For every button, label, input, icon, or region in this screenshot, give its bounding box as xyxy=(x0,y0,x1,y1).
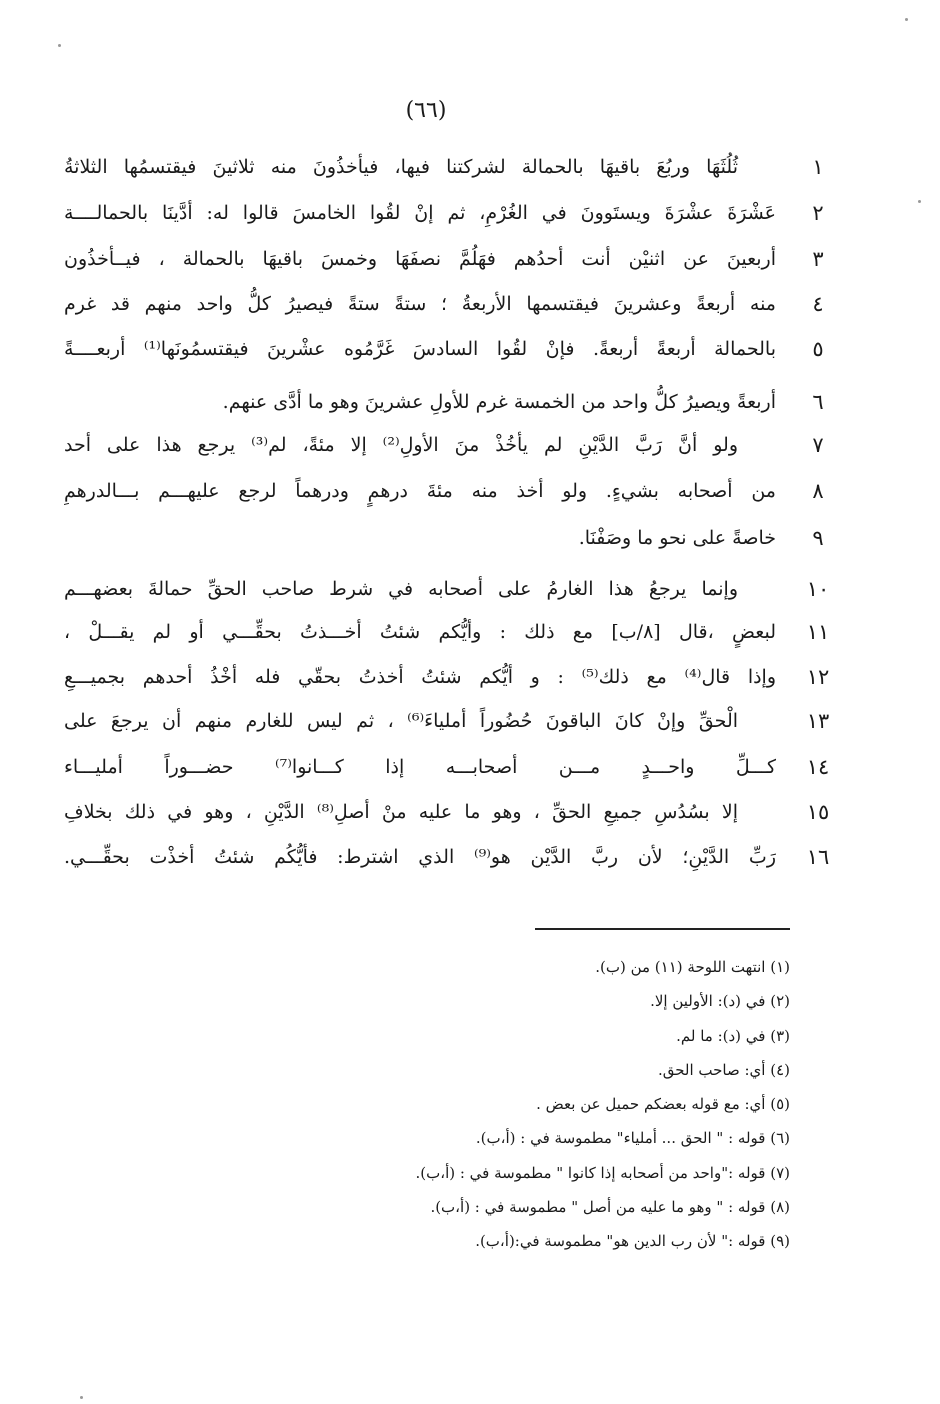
line-text: ولو أنَّ رَبَّ الدَّيْنِ لم يأخُذْ منَ الأولِ⁽²⁾ إلا مئةً، لم⁽³⁾ يرجع هذا على أحد xyxy=(64,434,739,456)
line-number: ٣ xyxy=(812,247,824,271)
line-number: ١٢ xyxy=(806,665,830,689)
line-text: وإنما يرجعُ هذا الغارمُ على أصحابه في شرط صاحب الحقِّ حمالةَ بعضهـــم xyxy=(64,578,738,600)
footnote: (٤) أي: صاحب الحق. xyxy=(657,1060,790,1079)
text-line xyxy=(38,834,848,880)
line-text: بالحمالة أربعةً أربعةً. فإنْ لقُوا السادسَ غَرَّمُوه عشْرينَ فيقتسمُونَها⁽¹⁾ أربعــــةً xyxy=(64,338,776,360)
text-line xyxy=(38,422,848,468)
line-text: كـــلِّ واحـــدٍ مـــن أصحابـــه إذا كـــانوا⁽⁷⁾ حضـــوراً أمليـــاء xyxy=(64,756,776,778)
line-text: وإذا قال⁽⁴⁾ مع ذلك⁽⁵⁾ : و أيُّكم شئتُ أخذتُ بحقّي فله أخْذُ أحدهم بجميـــعِ xyxy=(64,666,776,688)
text-line xyxy=(38,566,848,612)
text-line xyxy=(38,789,848,835)
footnote: (٦) قوله : " الحق ... أملياء" مطموسة في : (أ،ب). xyxy=(475,1129,790,1148)
line-text: ثُلُثَهَا وربُعَ باقيهَا بالحمالة لشركتنا فيها، فيأخذُونَ منه ثلاثينَ فيقتسمُها الثلاثةُ xyxy=(64,156,738,178)
footnote: (١) انتهت اللوحة (١١) من (ب). xyxy=(595,958,790,976)
line-number: ٤ xyxy=(812,292,824,316)
line-number: ٢ xyxy=(812,201,824,225)
line-text: أربعةً ويصيرُ كلُّ واحد من الخمسة غرم للأولِ عشرينَ وهو ما أدَّى عنهم. xyxy=(222,391,776,413)
footnote-separator xyxy=(535,928,790,930)
line-text: رَبِّ الدَّيْنِ؛ لأن ربَّ الدَّيْن هو⁽⁹⁾ الذي اشترط: فأيُّكُم شئتُ أخذْت بحقِّـــي. xyxy=(64,846,776,868)
text-line xyxy=(38,515,848,561)
footnote: (٣) في (د): ما لم. xyxy=(676,1026,790,1045)
text-line xyxy=(38,609,848,655)
text-line xyxy=(38,281,848,327)
line-text: إلا بسُدُسِ جميعِ الحقِّ ، وهو ما عليه منْ أصلِ⁽⁸⁾ الدَّيْنِ ، وهو في ذلك بخلافِ xyxy=(64,801,738,823)
scan-speck xyxy=(80,1396,83,1399)
line-text: أربعينَ عن اثنيْن أنت أحدُهم فهَلُمَّ نصفَهَا وخمسَ باقيهَا بالحمالة ، فيــأخذُون xyxy=(64,248,776,270)
footnote: (٨) قوله : " وهو ما عليه من أصل " مطموسة في : (أ،ب). xyxy=(430,1198,790,1217)
text-line xyxy=(38,326,848,372)
text-line xyxy=(38,744,848,790)
line-number: ١٤ xyxy=(806,755,830,779)
page-number: (٦٦) xyxy=(405,98,447,123)
line-number: ١٥ xyxy=(806,800,830,824)
line-number: ١٠ xyxy=(806,577,830,601)
line-number: ١٦ xyxy=(806,845,830,869)
footnote: (٥) أي: مع قوله بعضكم حميل عن بعض . xyxy=(536,1095,790,1114)
footnote: (٩) قوله :" لأن رب الدين هو" مطموسة في:(أ،ب). xyxy=(475,1232,790,1251)
text-line xyxy=(38,379,848,425)
line-number: ٩ xyxy=(812,526,824,550)
line-text: منه أربعةً وعشرينَ فيقتسمها الأربعةُ ؛ ستةً ستةً فيصيرُ كلُّ واحد منهم قد غرم xyxy=(64,293,776,315)
scan-speck xyxy=(58,44,61,47)
line-text: عَشْرَةَ عشْرَةَ ويستَوونَ في الغُرْمِ، ثم إنْ لقُوا الخامسَ قالوا له: أدَّينَا بالحمالــــة xyxy=(64,202,776,224)
footnotes xyxy=(230,950,790,1259)
scan-speck xyxy=(918,200,921,203)
line-number: ٥ xyxy=(812,337,824,361)
footnote: (٢) في (د): الأولين إلا. xyxy=(650,992,790,1011)
line-number: ١٣ xyxy=(806,709,830,733)
line-number: ٦ xyxy=(812,390,824,414)
footnote: (٧) قوله :"واحد من أصحابه إذا كانوا " مطموسة في : (أ،ب). xyxy=(415,1163,790,1182)
line-number: ٨ xyxy=(812,479,824,503)
line-text: الْحقِّ وإنْ كانَ الباقونَ حُضُوراً أملياءَ⁽⁶⁾ ، ثم ليس للغارم منهم أن يرجعَ على xyxy=(64,710,739,732)
line-number: ٧ xyxy=(812,433,824,457)
scan-speck xyxy=(905,18,908,21)
text-line xyxy=(38,654,848,700)
text-line xyxy=(38,698,848,744)
line-number: ١ xyxy=(812,155,824,179)
line-text: خاصةً على نحو ما وصَفْنَا. xyxy=(578,527,776,549)
line-text: لبعضٍ ،قال [٨/ب] مع ذلك : وأيُّكم شئتُ أخـــذتُ بحقِّـــي أو لم يقـــلْ ، xyxy=(64,621,776,643)
line-number: ١١ xyxy=(806,620,830,644)
text-line xyxy=(38,144,848,190)
text-line xyxy=(38,468,848,514)
text-line xyxy=(38,236,848,282)
line-text: من أصحابه بشيءٍ. ولو أخذ منه مئةَ درهمٍ ودرهماً لرجع عليهـــم بـــالدرهمِ xyxy=(64,480,776,502)
text-line xyxy=(38,190,848,236)
